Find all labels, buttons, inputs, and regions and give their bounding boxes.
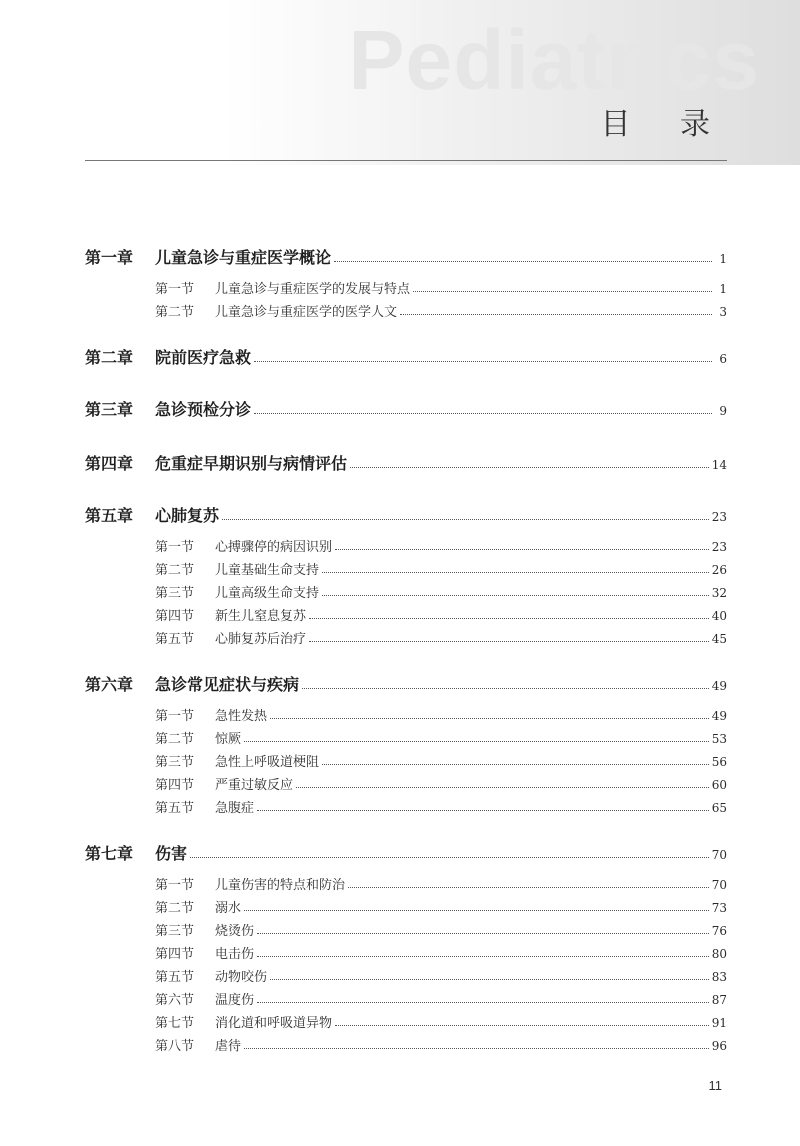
section-page: 3 (719, 305, 727, 319)
section-label: 第二节 (155, 901, 195, 916)
chapter-title: 心肺复苏 (155, 506, 220, 525)
chapter-title: 急诊预检分诊 (155, 400, 252, 419)
chapter-page: 23 (711, 510, 727, 524)
section-page: 53 (711, 732, 727, 746)
section-label: 第三节 (155, 924, 195, 939)
section-title: 电击伤 (215, 947, 255, 962)
chapter-title: 儿童急诊与重症医学概论 (155, 248, 332, 267)
toc-section-5-5[interactable] (155, 628, 727, 647)
section-title: 温度伤 (215, 993, 255, 1008)
section-label: 第五节 (155, 632, 195, 647)
toc-section-5-1[interactable] (155, 536, 727, 555)
chapter-title: 院前医疗急救 (155, 348, 252, 367)
chapter-label: 第五章 (85, 506, 134, 525)
chapter-title: 危重症早期识别与病情评估 (155, 454, 348, 473)
leader-dots (348, 886, 709, 888)
section-label: 第四节 (155, 609, 195, 624)
toc-section-7-8[interactable] (155, 1035, 727, 1054)
section-label: 第一节 (155, 709, 195, 724)
section-page: 32 (711, 586, 727, 600)
toc-section-7-2[interactable] (155, 897, 727, 916)
section-title: 惊厥 (215, 732, 242, 747)
section-page: 60 (711, 778, 727, 792)
leader-dots (257, 932, 709, 934)
section-title: 动物咬伤 (215, 970, 268, 985)
chapter-page: 9 (719, 404, 727, 418)
section-label: 第二节 (155, 732, 195, 747)
chapter-page: 14 (711, 458, 727, 472)
leader-dots (309, 617, 709, 619)
section-page: 65 (711, 801, 727, 815)
leader-dots (244, 1047, 709, 1049)
section-title: 儿童基础生命支持 (215, 563, 320, 578)
section-title: 心肺复苏后治疗 (215, 632, 307, 647)
section-page: 91 (711, 1016, 727, 1030)
section-label: 第五节 (155, 970, 195, 985)
toc-section-5-4[interactable] (155, 605, 727, 624)
toc-section-7-6[interactable] (155, 989, 727, 1008)
toc-section-5-2[interactable] (155, 559, 727, 578)
leader-dots (222, 518, 709, 520)
chapter-label: 第四章 (85, 454, 134, 473)
chapter-label: 第六章 (85, 675, 134, 694)
section-page: 49 (711, 709, 727, 723)
toc-section-7-5[interactable] (155, 966, 727, 985)
section-page: 40 (711, 609, 727, 623)
leader-dots (270, 717, 709, 719)
chapter-label: 第一章 (85, 248, 134, 267)
toc-section-7-3[interactable] (155, 920, 727, 939)
leader-dots (350, 466, 709, 468)
leader-dots (413, 290, 712, 292)
leader-dots (244, 909, 709, 911)
section-label: 第三节 (155, 755, 195, 770)
section-title: 心搏骤停的病因识别 (215, 540, 333, 555)
section-page: 83 (711, 970, 727, 984)
section-title: 儿童高级生命支持 (215, 586, 320, 601)
section-page: 76 (711, 924, 727, 938)
section-title: 虐待 (215, 1039, 242, 1054)
section-page: 80 (711, 947, 727, 961)
section-title: 新生儿窒息复苏 (215, 609, 307, 624)
leader-dots (335, 1024, 709, 1026)
toc-section-5-3[interactable] (155, 582, 727, 601)
section-title: 儿童急诊与重症医学的发展与特点 (215, 282, 411, 297)
leader-dots (254, 360, 712, 362)
toc-section-6-1[interactable] (155, 705, 727, 724)
toc-section-7-4[interactable] (155, 943, 727, 962)
leader-dots (257, 955, 709, 957)
leader-dots (335, 548, 709, 550)
section-title: 严重过敏反应 (215, 778, 294, 793)
header-watermark: Pediatrics (348, 13, 760, 107)
chapter-title: 急诊常见症状与疾病 (155, 675, 300, 694)
section-page: 45 (711, 632, 727, 646)
toc-section-6-4[interactable] (155, 774, 727, 793)
toc-section-7-7[interactable] (155, 1012, 727, 1031)
chapter-page: 6 (719, 352, 727, 366)
section-title: 消化道和呼吸道异物 (215, 1016, 333, 1031)
section-page: 70 (711, 878, 727, 892)
leader-dots (322, 763, 709, 765)
chapter-title: 伤害 (155, 844, 188, 863)
section-title: 急腹症 (215, 801, 255, 816)
leader-dots (322, 594, 709, 596)
leader-dots (334, 260, 712, 262)
section-label: 第七节 (155, 1016, 195, 1031)
section-label: 第二节 (155, 305, 195, 320)
section-page: 96 (711, 1039, 727, 1053)
chapter-label: 第二章 (85, 348, 134, 367)
leader-dots (257, 809, 709, 811)
toc-chapter-5[interactable] (85, 503, 727, 526)
section-label: 第五节 (155, 801, 195, 816)
toc-chapter-1[interactable] (85, 245, 727, 268)
leader-dots (309, 640, 709, 642)
page-title: 目 录 (600, 107, 730, 142)
leader-dots (302, 687, 709, 689)
leader-dots (244, 740, 709, 742)
leader-dots (254, 412, 712, 414)
section-title: 烧烫伤 (215, 924, 255, 939)
toc-section-7-1[interactable] (155, 874, 727, 893)
chapter-page: 70 (711, 848, 727, 862)
toc-section-1-2[interactable] (155, 301, 727, 320)
section-page: 73 (711, 901, 727, 915)
chapter-page: 49 (711, 679, 727, 693)
toc-section-1-1[interactable] (155, 278, 727, 297)
toc-chapter-3[interactable] (85, 397, 727, 420)
section-title: 儿童急诊与重症医学的医学人文 (215, 305, 398, 320)
section-label: 第八节 (155, 1039, 195, 1054)
toc-chapter-2[interactable] (85, 345, 727, 368)
section-title: 急性上呼吸道梗阻 (215, 755, 320, 770)
section-title: 溺水 (215, 901, 242, 916)
section-title: 儿童伤害的特点和防治 (215, 878, 346, 893)
section-label: 第一节 (155, 540, 195, 555)
leader-dots (322, 571, 709, 573)
section-page: 87 (711, 993, 727, 1007)
leader-dots (296, 786, 709, 788)
section-label: 第一节 (155, 878, 195, 893)
leader-dots (270, 978, 709, 980)
chapter-page: 1 (719, 252, 727, 266)
page-number: 11 (708, 1078, 722, 1093)
section-page: 23 (711, 540, 727, 554)
section-title: 急性发热 (215, 709, 268, 724)
toc-section-6-5[interactable] (155, 797, 727, 816)
section-label: 第四节 (155, 947, 195, 962)
leader-dots (190, 856, 709, 858)
toc-chapter-4[interactable] (85, 451, 727, 474)
section-label: 第四节 (155, 778, 195, 793)
toc-section-6-2[interactable] (155, 728, 727, 747)
leader-dots (400, 313, 712, 315)
chapter-label: 第三章 (85, 400, 134, 419)
section-label: 第三节 (155, 586, 195, 601)
section-label: 第六节 (155, 993, 195, 1008)
toc-chapter-7[interactable] (85, 841, 727, 864)
section-page: 1 (719, 282, 727, 296)
section-page: 26 (711, 563, 727, 577)
section-label: 第二节 (155, 563, 195, 578)
leader-dots (257, 1001, 709, 1003)
chapter-label: 第七章 (85, 844, 134, 863)
toc-chapter-6[interactable] (85, 672, 727, 695)
section-label: 第一节 (155, 282, 195, 297)
toc-section-6-3[interactable] (155, 751, 727, 770)
section-page: 56 (711, 755, 727, 769)
